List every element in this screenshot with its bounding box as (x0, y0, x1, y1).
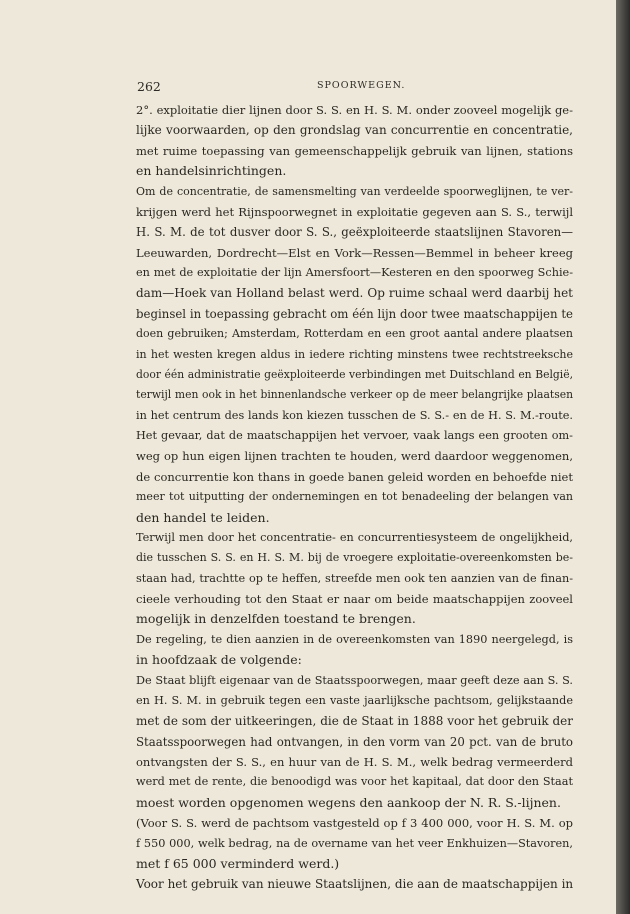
page-number: 262 (137, 79, 161, 94)
text-line: Staatsspoorwegen had ontvangen, in den vorm van 20 pct. van de bruto (136, 734, 573, 749)
text-line: ontvangsten der S. S., en huur van de H. S. M., welk bedrag vermeerderd (136, 755, 573, 769)
text-line: met f 65 000 verminderd werd.) (136, 855, 340, 871)
page-header (137, 79, 573, 95)
text-line: 2°. exploitatie dier lijnen door S. S. en H. S. M. onder zooveel mogelijk ge- (136, 103, 573, 117)
text-line: Terwijl men door het concentratie- en concurrentiesysteem de ongelijkheid, (136, 530, 573, 544)
text-line: mogelijk in denzelfden toestand te brengen. (136, 611, 416, 627)
text-line: H. S. M. de tot dusver door S. S., geëxploiteerde staatslijnen Stavoren— (136, 225, 573, 240)
text-line: meer tot uitputting der ondernemingen en tot benadeeling der belangen van (136, 490, 573, 504)
text-line: en H. S. M. in gebruik tegen een vaste jaarlijksche pachtsom, gelijkstaande (136, 693, 573, 707)
text-line: werd met de rente, die benoodigd was voor het kapitaal, dat door den Staat (136, 775, 573, 789)
body-text (136, 100, 573, 895)
text-line: door één administratie geëxploiteerde verbindingen met Duitschland en België, (136, 367, 573, 381)
text-line: beginsel in toepassing gebracht om één lijn door twee maatschappijen te (136, 306, 573, 321)
text-line: staan had, trachtte op te heffen, streefde men ook ten aanzien van de finan- (136, 571, 573, 585)
text-line: die tusschen S. S. en H. S. M. bij de vroegere exploitatie-overeenkomsten be- (136, 551, 573, 565)
text-line: in hoofdzaak de volgende: (136, 652, 302, 668)
text-line: den handel te leiden. (136, 509, 270, 525)
text-line: De regeling, te dien aanzien in de overeenkomsten van 1890 neergelegd, is (136, 632, 573, 646)
text-line: dam—Hoek van Holland belast werd. Op ruime schaal werd daarbij het (136, 286, 573, 301)
text-line: lijke voorwaarden, op den grondslag van concurrentie en concentratie, (136, 123, 573, 138)
text-line: terwijl men ook in het binnenlandsche verkeer op de meer belangrijke plaatsen (136, 388, 573, 402)
text-line: cieele verhouding tot den Staat er naar om beide maatschappijen zooveel (136, 592, 573, 606)
text-line: krijgen werd het Rijnspoorwegnet in exploitatie gegeven aan S. S., terwijl (136, 204, 573, 219)
text-line: moest worden opgenomen wegens den aankoop der N. R. S.-lijnen. (136, 794, 561, 810)
text-line: de concurrentie kon thans in goede banen geleid worden en behoefde niet (136, 469, 573, 484)
text-line: in het centrum des lands kon kiezen tusschen de S. S.- en de H. S. M.-route. (136, 408, 573, 422)
text-line: en handelsinrichtingen. (136, 163, 287, 179)
text-line: Het gevaar, dat de maatschappijen het vervoer, vaak langs een grooten om- (136, 429, 573, 442)
running-title: SPOORWEGEN. (317, 80, 406, 91)
text-line: f 550 000, welk bedrag, na de overname van het veer Enkhuizen—Stavoren, (136, 836, 573, 850)
text-line: en met de exploitatie der lijn Amersfoort—Kesteren en den spoorweg Schie- (136, 266, 573, 279)
text-line: weg op hun eigen lijnen trachten te houden, werd daardoor weggenomen, (136, 449, 573, 464)
text-line: doen gebruiken; Amsterdam, Rotterdam en een groot aantal andere plaatsen (136, 327, 573, 341)
text-line: met ruime toepassing van gemeenschappelijk gebruik van lijnen, stations (136, 143, 573, 158)
text-line: Voor het gebruik van nieuwe Staatslijnen, die aan de maatschappijen in (136, 877, 574, 892)
page-edge-shadow (616, 0, 630, 914)
text-line: De Staat blijft eigenaar van de Staatsspoorwegen, maar geeft deze aan S. S. (136, 673, 573, 687)
text-line: Om de concentratie, de samensmelting van verdeelde spoorweglijnen, te ver- (136, 184, 573, 198)
text-line: met de som der uitkeeringen, die de Staat in 1888 voor het gebruik der (136, 714, 573, 729)
text-line: (Voor S. S. werd de pachtsom vastgesteld op f 3 400 000, voor H. S. M. op (136, 816, 573, 831)
text-line: in het westen kregen aldus in iedere richting minstens twee rechtstreeksche (136, 347, 573, 361)
text-line: Leeuwarden, Dordrecht—Elst en Vork—Ressen—Bemmel in beheer kreeg (136, 245, 573, 260)
